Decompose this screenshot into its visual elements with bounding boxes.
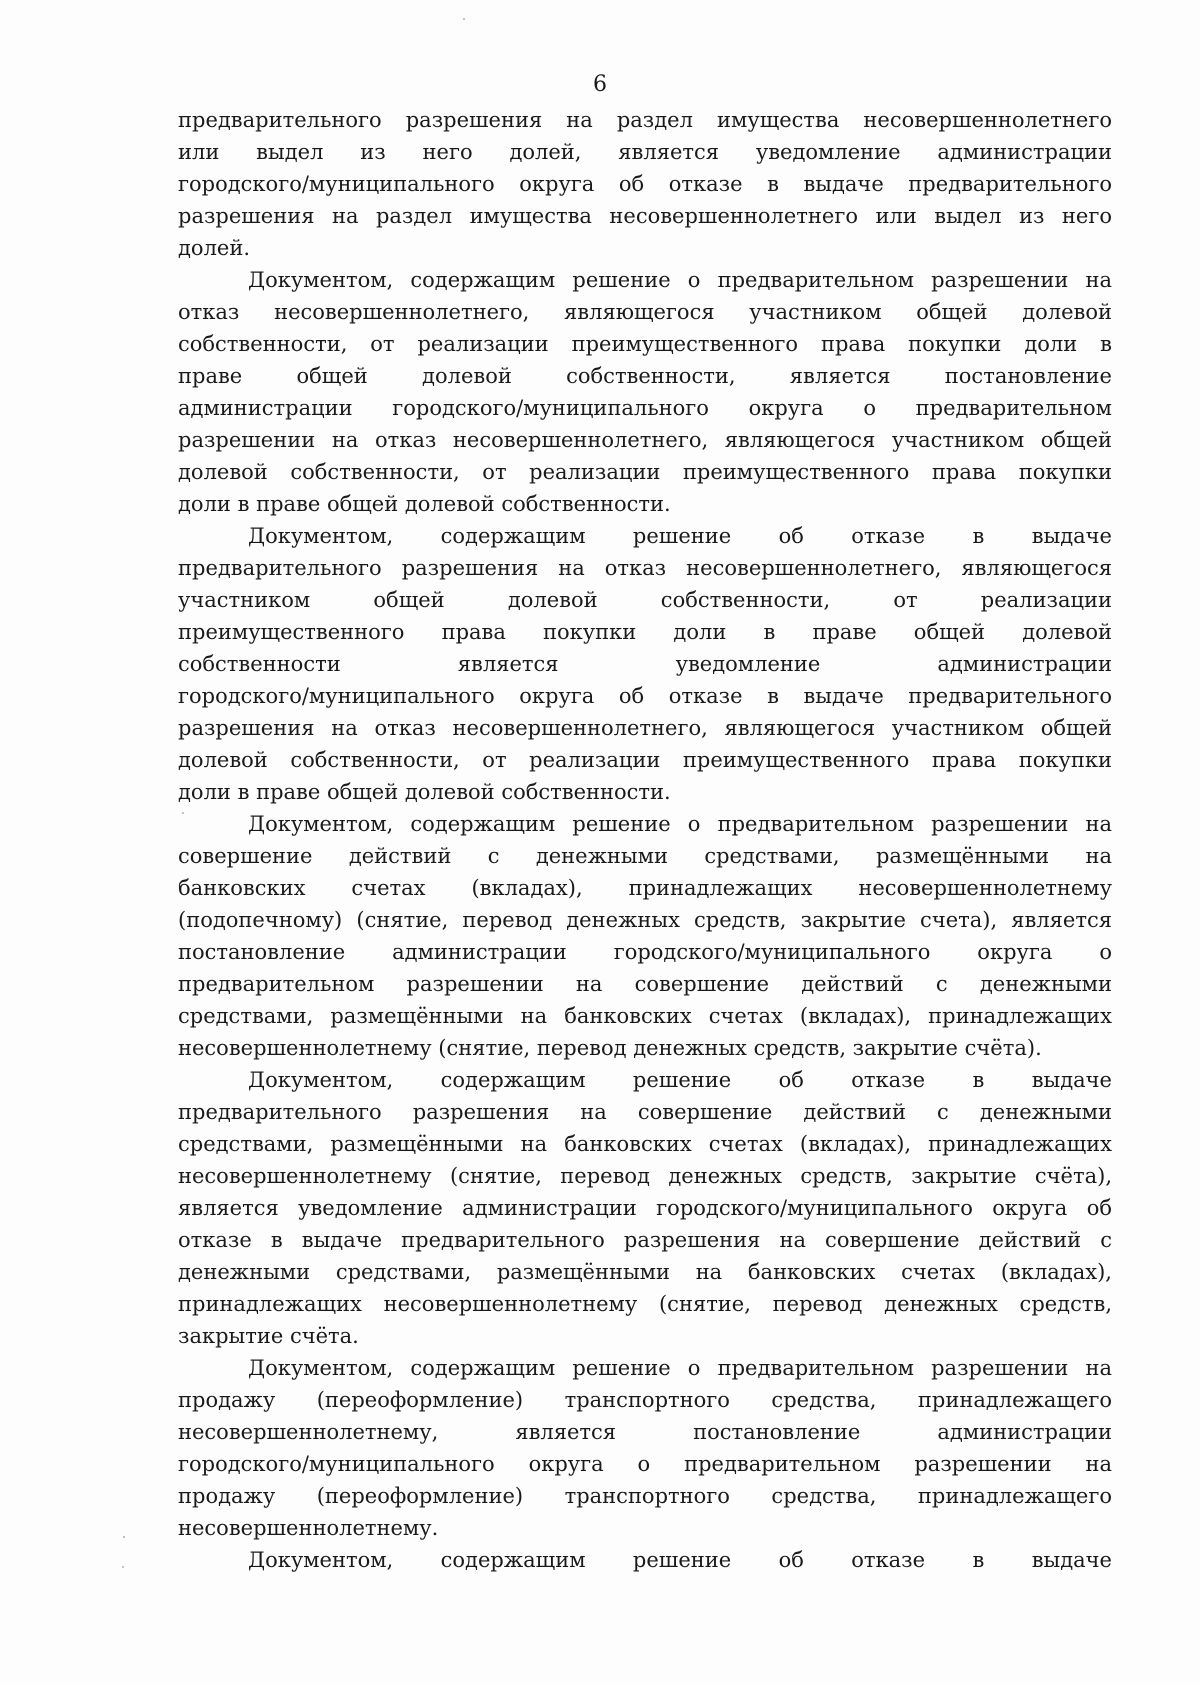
text-line: совершение действий с денежными средствами, размещёнными на xyxy=(178,844,1112,868)
text-line: предварительном разрешении на совершение действий с денежными xyxy=(178,972,1112,996)
paragraph xyxy=(178,264,1112,520)
text-line: разрешения на отказ несовершеннолетнего, являющегося участником общей xyxy=(178,716,1112,740)
text-line: несовершеннолетнему (снятие, перевод денежных средств, закрытие счёта). xyxy=(178,1036,1042,1060)
text-line: предварительного разрешения на раздел имущества несовершеннолетнего xyxy=(178,108,1112,132)
scan-speck xyxy=(463,18,465,20)
text-line: банковских счетах (вкладах), принадлежащих несовершеннолетнему xyxy=(178,876,1112,900)
text-line: городского/муниципального округа об отказе в выдаче предварительного xyxy=(178,684,1112,708)
text-line: Документом, содержащим решение о предварительном разрешении на xyxy=(248,268,1112,292)
text-line: (подопечному) (снятие, перевод денежных средств, закрытие счета), является xyxy=(178,908,1112,932)
text-line: разрешении на отказ несовершеннолетнего, являющегося участником общей xyxy=(178,428,1112,452)
text-line: несовершеннолетнему (снятие, перевод денежных средств, закрытие счёта), xyxy=(178,1164,1112,1188)
text-line: администрации городского/муниципального округа о предварительном xyxy=(178,396,1112,420)
text-line: городского/муниципального округа об отказе в выдаче предварительного xyxy=(178,172,1112,196)
text-line: долевой собственности, от реализации преимущественного права покупки xyxy=(178,460,1112,484)
paragraph xyxy=(178,1064,1112,1352)
text-line: доли в праве общей долевой собственности. xyxy=(178,780,671,804)
text-line: преимущественного права покупки доли в праве общей долевой xyxy=(178,620,1112,644)
text-line: постановление администрации городского/муниципального округа о xyxy=(178,940,1112,964)
text-line: средствами, размещёнными на банковских счетах (вкладах), принадлежащих xyxy=(178,1004,1112,1028)
text-line: отказ несовершеннолетнего, являющегося участником общей долевой xyxy=(178,300,1112,324)
text-line: долевой собственности, от реализации преимущественного права покупки xyxy=(178,748,1112,772)
page-number: 6 xyxy=(593,72,607,97)
text-line: денежными средствами, размещёнными на банковских счетах (вкладах), xyxy=(178,1260,1112,1284)
text-line: Документом, содержащим решение об отказе в выдаче xyxy=(248,524,1112,548)
text-line: предварительного разрешения на отказ несовершеннолетнего, являющегося xyxy=(178,556,1112,580)
text-line: принадлежащих несовершеннолетнему (снятие, перевод денежных средств, xyxy=(178,1292,1112,1316)
text-line: несовершеннолетнему. xyxy=(178,1516,439,1540)
text-line: продажу (переоформление) транспортного средства, принадлежащего xyxy=(178,1388,1112,1412)
text-line: собственности, от реализации преимущественного права покупки доли в xyxy=(178,332,1112,356)
text-line: участником общей долевой собственности, от реализации xyxy=(178,588,1112,612)
paragraph xyxy=(178,520,1112,808)
text-line: закрытие счёта. xyxy=(178,1324,359,1348)
text-line: собственности является уведомление администрации xyxy=(178,652,1112,676)
text-line: средствами, размещёнными на банковских счетах (вкладах), принадлежащих xyxy=(178,1132,1112,1156)
text-line: Документом, содержащим решение об отказе в выдаче xyxy=(248,1068,1112,1092)
paragraph xyxy=(178,1544,1112,1576)
text-line: доли в праве общей долевой собственности. xyxy=(178,492,671,516)
text-line: городского/муниципального округа о предварительном разрешении на xyxy=(178,1452,1112,1476)
text-line: несовершеннолетнему, является постановление администрации xyxy=(178,1420,1112,1444)
text-line: предварительного разрешения на совершение действий с денежными xyxy=(178,1100,1112,1124)
text-line: праве общей долевой собственности, является постановление xyxy=(178,364,1112,388)
text-line: Документом, содержащим решение о предварительном разрешении на xyxy=(248,1356,1112,1380)
paragraph xyxy=(178,104,1112,264)
paragraph xyxy=(178,1352,1112,1544)
document-body xyxy=(178,104,1112,1576)
text-line: разрешения на раздел имущества несовершеннолетнего или выдел из него xyxy=(178,204,1112,228)
text-line: продажу (переоформление) транспортного средства, принадлежащего xyxy=(178,1484,1112,1508)
scan-speck xyxy=(123,1536,125,1538)
text-line: является уведомление администрации городского/муниципального округа об xyxy=(178,1196,1112,1220)
text-line: Документом, содержащим решение о предварительном разрешении на xyxy=(248,812,1112,836)
text-line: Документом, содержащим решение об отказе в выдаче xyxy=(248,1548,1112,1572)
text-line: отказе в выдаче предварительного разрешения на совершение действий с xyxy=(178,1228,1112,1252)
paragraph xyxy=(178,808,1112,1064)
text-line: или выдел из него долей, является уведомление администрации xyxy=(178,140,1112,164)
text-line: долей. xyxy=(178,236,251,260)
scan-speck xyxy=(122,1566,124,1568)
